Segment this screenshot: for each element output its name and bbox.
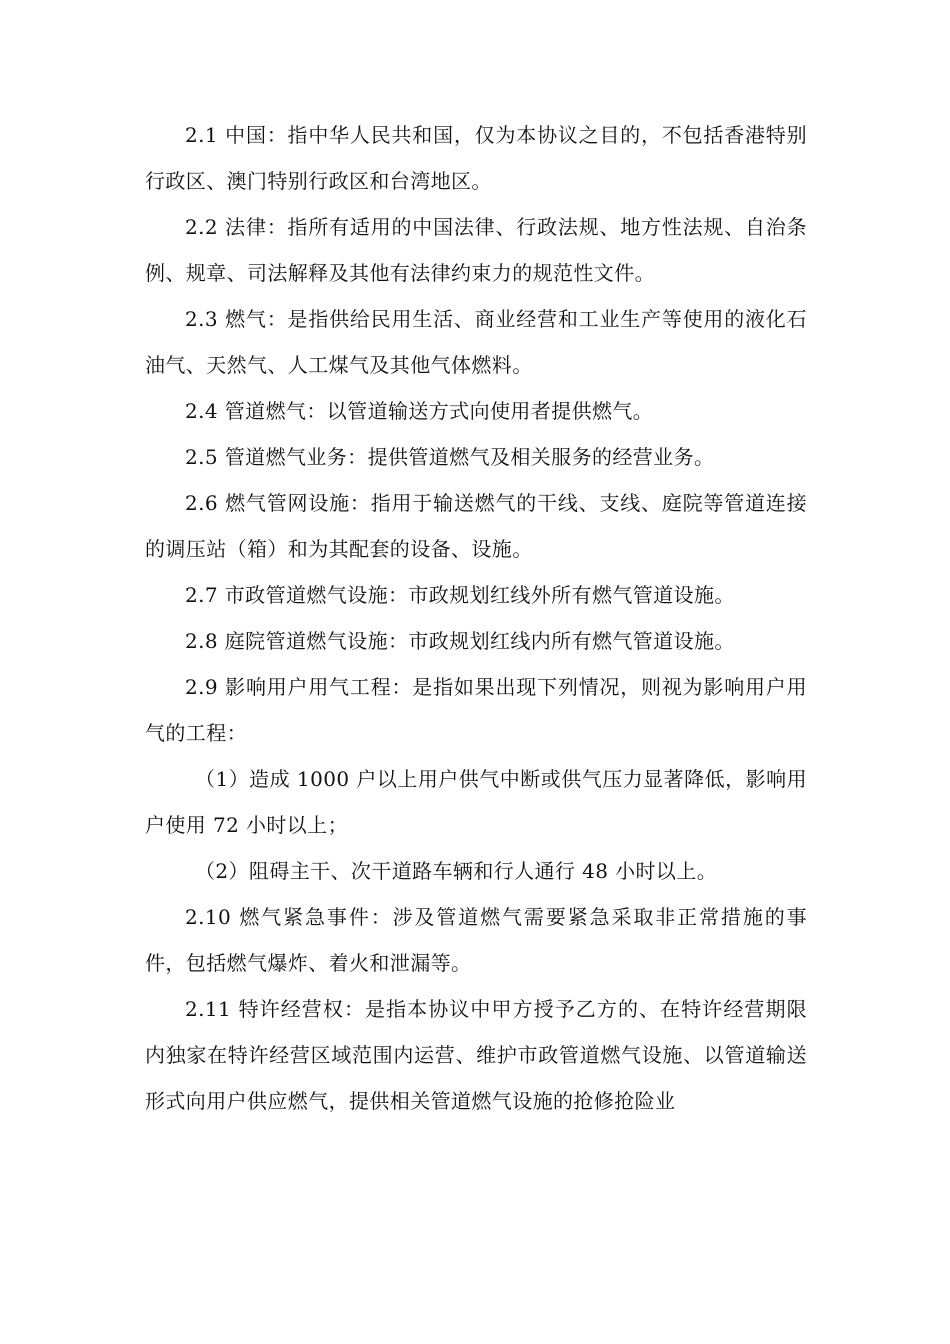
document-body [145, 112, 807, 1124]
definition-2-1: 2.1 中国：指中华人民共和国，仅为本协议之目的，不包括香港特别行政区、澳门特别行政区和台湾地区。 [145, 123, 807, 193]
definition-2-11: 2.11 特许经营权：是指本协议中甲方授予乙方的、在特许经营期限内独家在特许经营区域范围内运营、维护市政管道燃气设施、以管道输送形式向用户供应燃气，提供相关管道燃气设施的抢修抢险业 [145, 997, 807, 1113]
definition-2-7: 2.7 市政管道燃气设施：市政规划红线外所有燃气管道设施。 [185, 583, 735, 607]
definition-2-9-item-2: （2）阻碍主干、次干道路车辆和行人通行 48 小时以上。 [195, 859, 718, 883]
definition-2-6: 2.6 燃气管网设施：指用于输送燃气的干线、支线、庭院等管道连接的调压站（箱）和为其配套的设备、设施。 [145, 491, 807, 561]
definition-2-5: 2.5 管道燃气业务：提供管道燃气及相关服务的经营业务。 [185, 445, 715, 469]
definition-2-4: 2.4 管道燃气：以管道输送方式向使用者提供燃气。 [185, 399, 654, 423]
definition-2-9-item-1: （1）造成 1000 户以上用户供气中断或供气压力显著降低，影响用户使用 72 小时以上； [145, 767, 807, 837]
definition-2-3: 2.3 燃气：是指供给民用生活、商业经营和工业生产等使用的液化石油气、天然气、人工煤气及其他气体燃料。 [145, 307, 807, 377]
definition-2-8: 2.8 庭院管道燃气设施：市政规划红线内所有燃气管道设施。 [185, 629, 735, 653]
definition-2-9: 2.9 影响用户用气工程：是指如果出现下列情况，则视为影响用户用气的工程： [145, 675, 807, 745]
definition-2-2: 2.2 法律：指所有适用的中国法律、行政法规、地方性法规、自治条例、规章、司法解释及其他有法律约束力的规范性文件。 [145, 215, 807, 285]
definition-2-10: 2.10 燃气紧急事件：涉及管道燃气需要紧急采取非正常措施的事件，包括燃气爆炸、着火和泄漏等。 [145, 905, 807, 975]
